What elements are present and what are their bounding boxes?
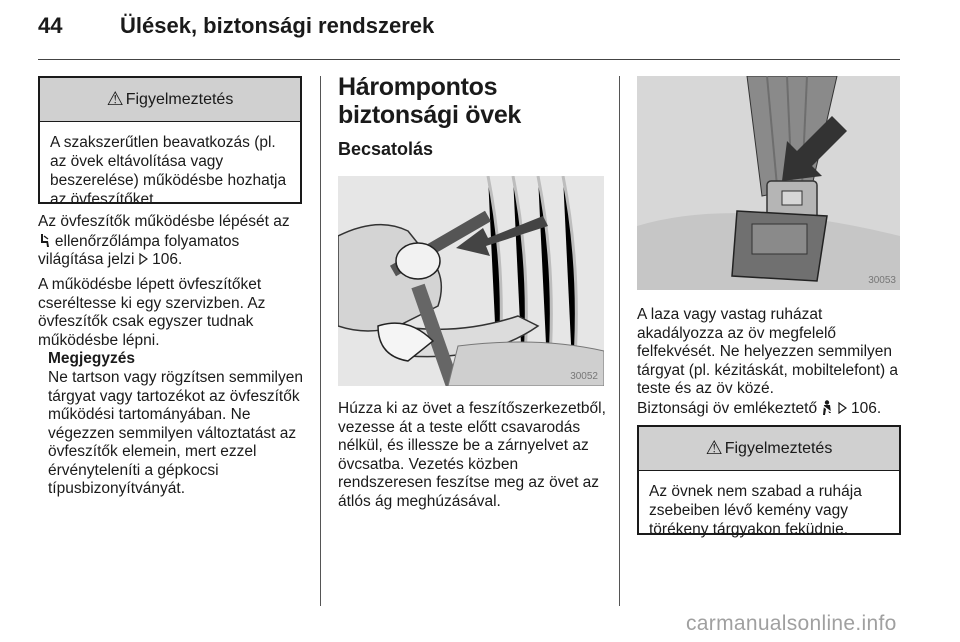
page-reference-icon (139, 251, 152, 268)
seat-pretensioner-icon (38, 233, 55, 249)
warning-title: Figyelmeztetés (724, 439, 833, 457)
column-rule-right (619, 76, 620, 606)
seatbelt-reminder-icon (821, 400, 837, 417)
warning-text: A szakszerűtlen beavatkozás (pl. az övek eltávolítása vagy beszerelése) működésbe hozhatja az övfeszítőket. (50, 134, 287, 208)
page-reference[interactable]: 106. (851, 400, 882, 417)
page-reference-icon (838, 400, 851, 417)
warning-box-left (38, 76, 302, 208)
note-title: Megjegyzés (48, 350, 136, 367)
warning-title: Figyelmeztetés (125, 90, 234, 108)
page-reference[interactable]: 106. (152, 251, 183, 268)
para-text: Az övfeszítők működésbe lépését az (38, 213, 290, 230)
fastening-text: Húzza ki az övet a feszítőszerkezetből, vezesse át a teste előtt csavarodás nélkül, és illessze be a zárnyelvet az övcsatba. Vezetés közben rendszeresen feszítse meg az övet az átlós ág meghúzásával. (338, 400, 606, 510)
header-rule (38, 59, 900, 60)
warning-header (639, 427, 899, 471)
clothing-paragraph: A laza vagy vastag ruházat akadályozza az öv megfelelő felfekvését. Ne helyezzen semmilyen tárgyat (pl. kézitáskát, mobiltelefont) a teste és az öv közé. (637, 306, 899, 397)
figure-code: 30053 (868, 275, 896, 286)
figure-code: 30052 (570, 371, 598, 382)
column-rule-left (320, 76, 321, 606)
section-heading: Hárompontos biztonsági övek (338, 73, 522, 129)
warning-triangle-icon: ⚠ (705, 438, 723, 459)
buckle-illustration (637, 76, 900, 290)
pretensioner-paragraph (38, 213, 306, 270)
para-text: Biztonsági öv emlékeztető (637, 400, 818, 417)
reminder-paragraph (637, 400, 907, 419)
watermark: carmanualsonline.info (686, 612, 897, 635)
replacement-paragraph: A működésbe lépett övfeszítőket cseréltesse ki egy szervizben. Az övfeszítők csak egyszer tudnak működésbe lépni. (38, 276, 266, 349)
note-text: Ne tartson vagy rögzítsen semmilyen tárgyat vagy tartozékot az övfeszítők működési tartományában. Ne végezzen semmilyen változtatást az övfeszítők elemein, mert ezzel érvényteleníti a gépkocsi típusbizonyítványát. (48, 369, 303, 497)
page-header-title: Ülések, biztonsági rendszerek (120, 13, 435, 38)
section-subheading: Becsatolás (338, 139, 434, 159)
warning-triangle-icon: ⚠ (106, 89, 124, 110)
warning-text: Az övnek nem szabad a ruhája zsebeiben lévő kemény vagy törékeny tárgyakon feküdnie. (649, 483, 862, 538)
warning-header (40, 78, 300, 122)
page-number: 44 (38, 13, 63, 38)
warning-box-right (637, 425, 901, 538)
para-text: ellenőrzőlámpa folyamatos világítása jelzi (38, 232, 240, 268)
fastening-illustration (338, 176, 604, 386)
